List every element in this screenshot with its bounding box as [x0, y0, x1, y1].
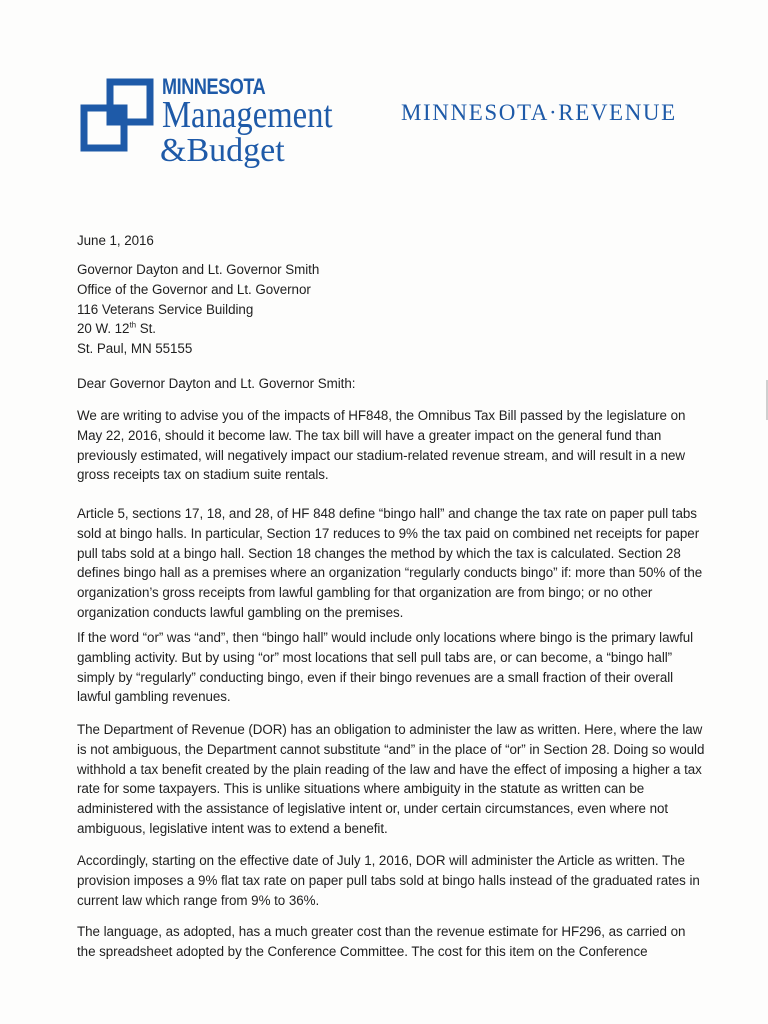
body-paragraph: We are writing to advise you of the impacts of HF848, the Omnibus Tax Bill passed by the legislature on May 22, 2016, should it become law. The tax bill will have a greater impact on the general fund than previously estimated, will negatively impact our stadium-related revenue stream, and will result in a new gross receipts tax on stadium suite rentals. [77, 408, 686, 483]
body-paragraph: Article 5, sections 17, 18, and 28, of HF 848 define “bingo hall” and change the tax rate on paper pull tabs sold at bingo halls. In particular, Section 17 reduces to 9% the tax paid on combined net receipts for paper pull tabs sold at a bingo hall. Section 18 changes the method by which the tax is calculated. Section 28 defines bingo hall as a premises where an organization “regularly conducts bingo” if: more than 50% of the organization’s gross receipts from lawful gambling for that organization are from bingo; or no other organization conducts lawful gambling on the premises. [77, 506, 703, 620]
revenue-logo: MINNESOTA·REVENUE [401, 100, 677, 125]
mmb-logo-line1: MINNESOTA [162, 74, 266, 99]
mmb-logo-line3: &Budget [160, 132, 285, 169]
mmb-logo-mark-icon [80, 78, 158, 160]
body-paragraph: The language, as adopted, has a much greater cost than the revenue estimate for HF296, as carried on the spreadsheet adopted by the Conference Committee. The cost for this item on the Conference [77, 924, 686, 959]
address-line: St. Paul, MN 55155 [77, 341, 193, 357]
recipient-address [77, 260, 707, 359]
street-number: 20 W. 12 [77, 321, 130, 337]
address-line: Governor Dayton and Lt. Governor Smith [77, 262, 320, 277]
salutation: Dear Governor Dayton and Lt. Governor Smith: [77, 376, 356, 391]
body-paragraph: If the word “or” was “and”, then “bingo hall” would include only locations where bingo is the primary lawful gambling activity. But by using “or” most locations that sell pull tabs are, or can become, a “bingo hall” simply by “regularly” conducting bingo, even if their bingo revenues are a small fraction of their overall lawful gambling revenues. [77, 630, 694, 705]
ordinal-suffix: th [129, 320, 137, 330]
street-suffix: St. [136, 321, 156, 337]
body-paragraph: The Department of Revenue (DOR) has an obligation to administer the law as written. Here, where the law is not ambiguous, the Department cannot substitute “and” in the place of “or” in Section 28. Doing so would withhold a tax benefit created by the plain reading of the law and have the effect of imposing a higher a tax rate for some taxpayers. This is unlike situations where ambiguity in the statute as written can be administered with the assistance of legislative intent or, under certain circumstances, even where not ambiguous, legislative intent was to extend a benefit. [77, 722, 705, 836]
mmb-logo-line2: Management [162, 94, 333, 136]
letter-date: June 1, 2016 [77, 233, 154, 248]
mmb-logo [80, 74, 340, 174]
body-paragraph: Accordingly, starting on the effective date of July 1, 2016, DOR will administer the Article as written. The provision imposes a 9% flat tax rate on paper pull tabs sold at bingo halls instead of the graduated rates in current law which range from 9% to 36%. [77, 853, 700, 908]
address-line: 116 Veterans Service Building [77, 301, 254, 317]
address-line: Office of the Governor and Lt. Governor [77, 281, 311, 297]
address-line [77, 319, 707, 339]
